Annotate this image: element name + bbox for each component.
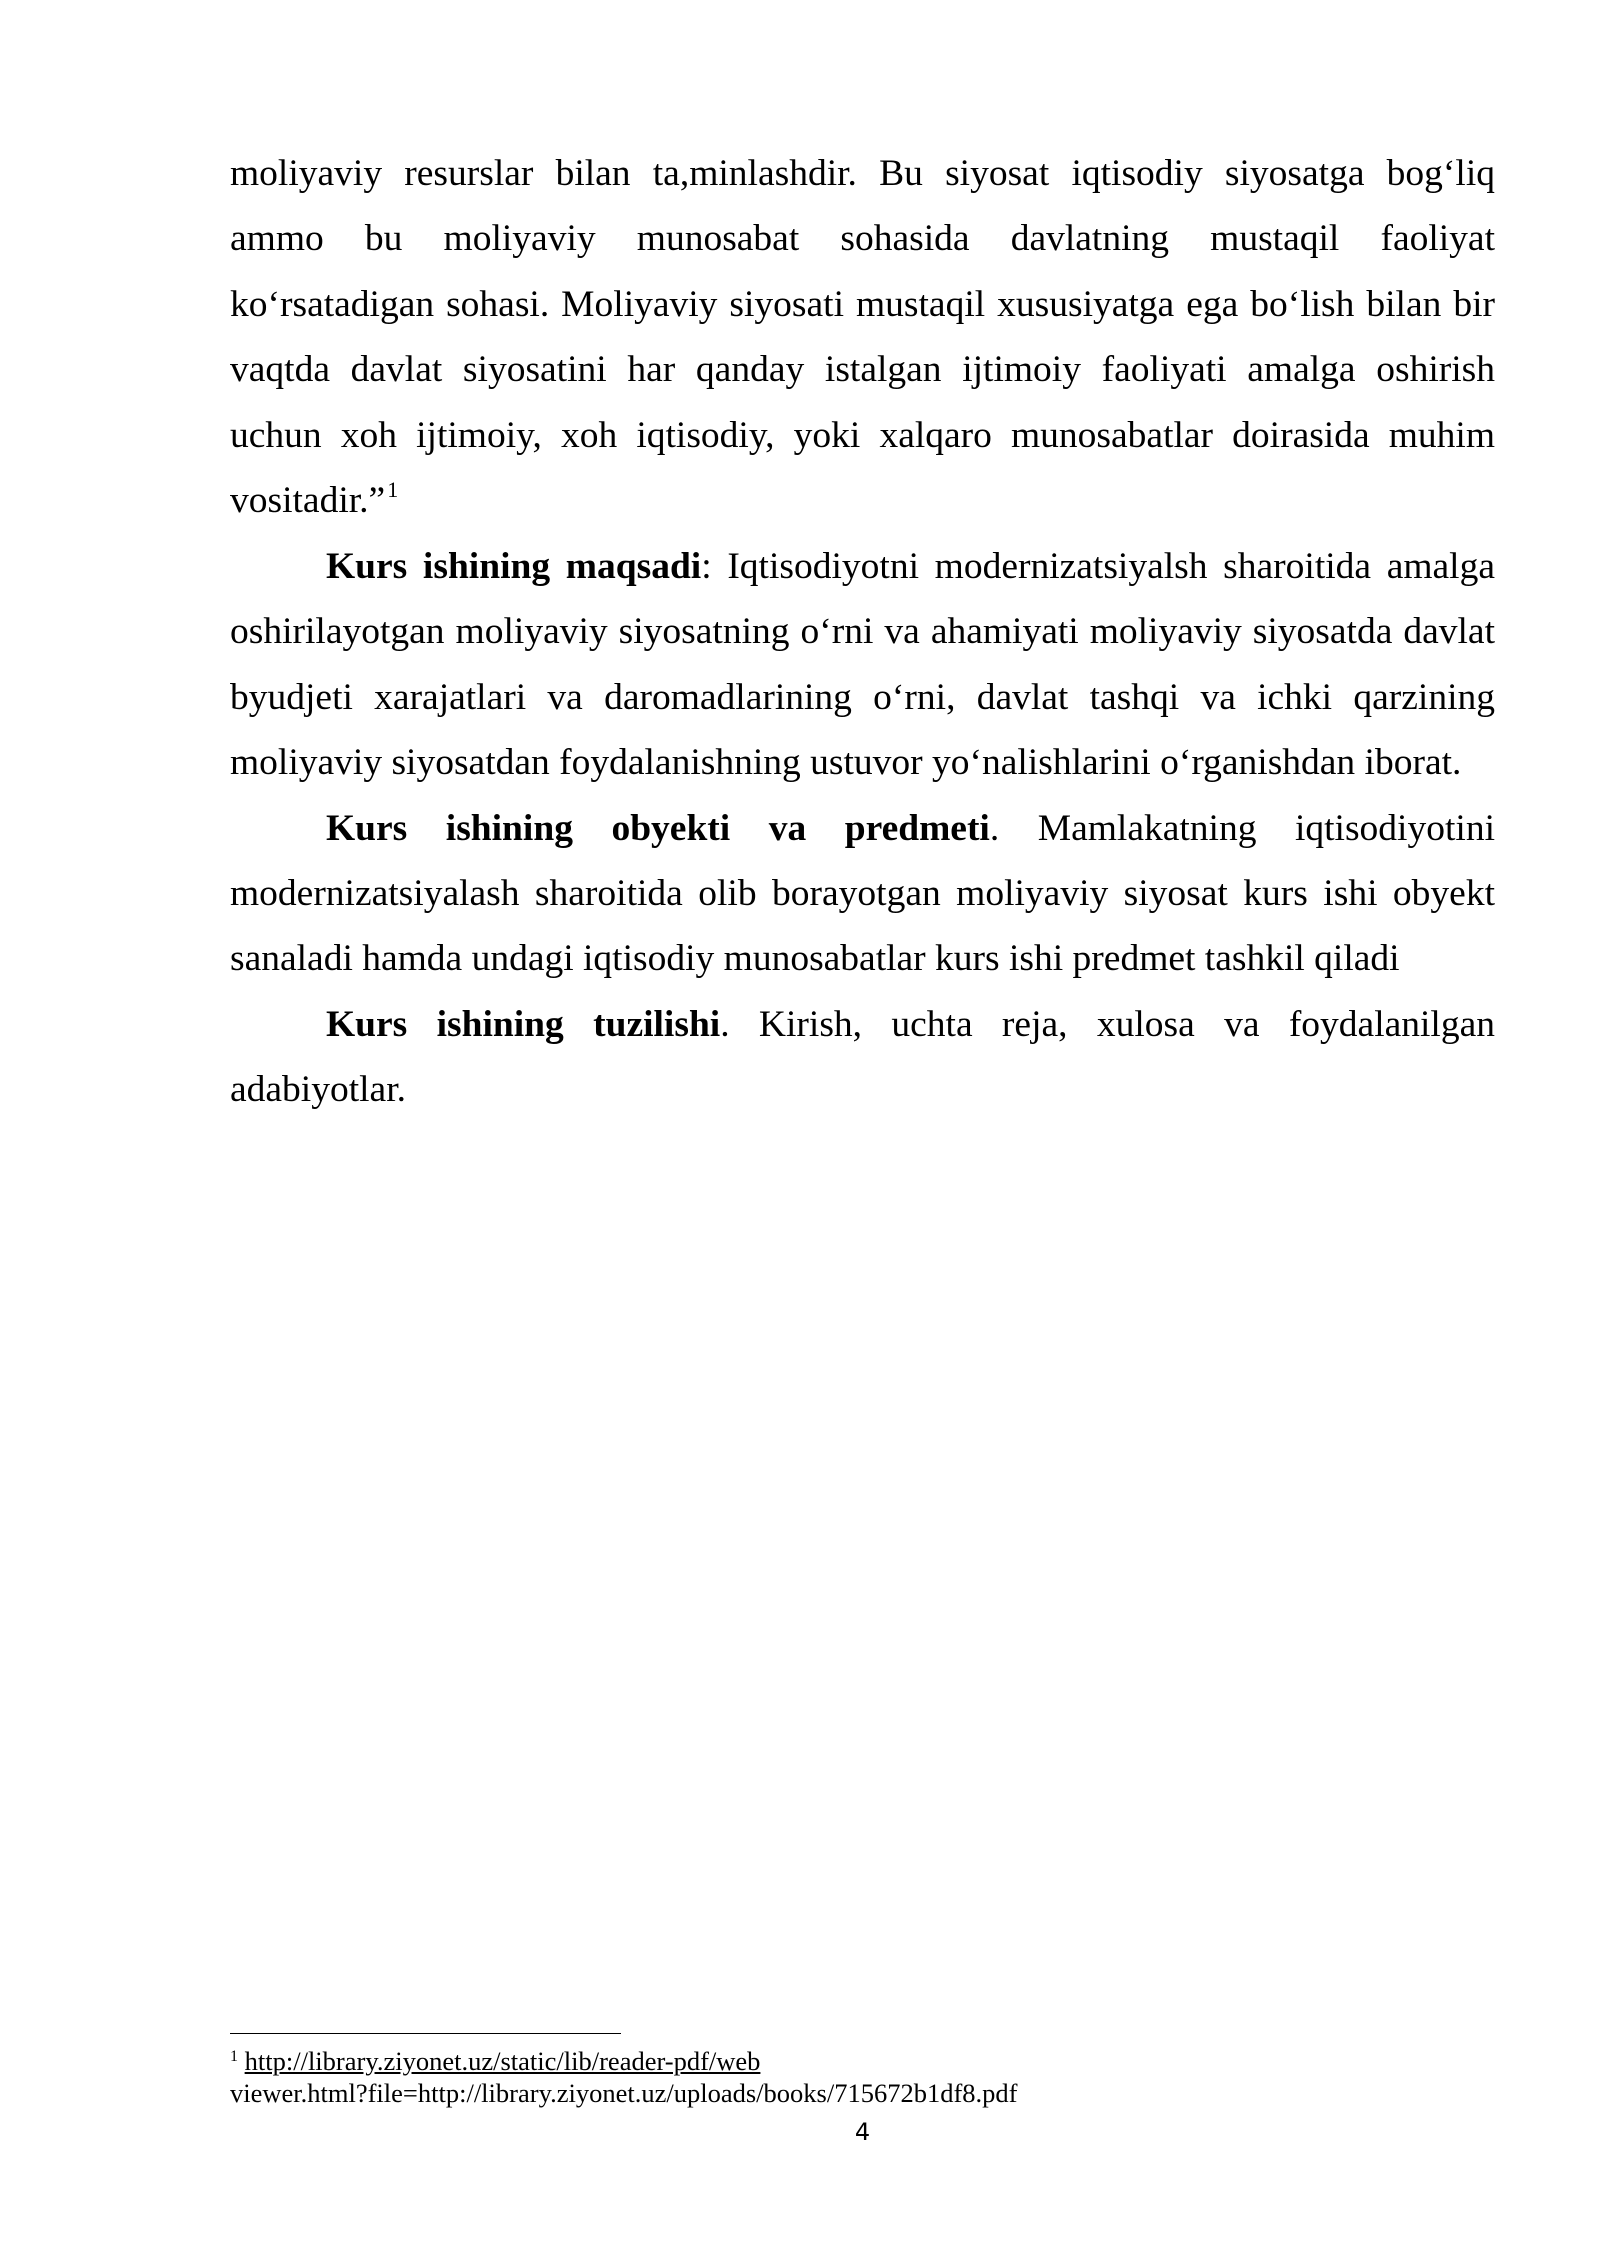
text-line: ammo bu moliyaviy munosabat sohasida davlatning mustaqil faoliyat [230, 218, 1495, 260]
text-line: adabiyotlar. [230, 1069, 406, 1111]
text-line-content: : Iqtisodiyotni modernizatsiyalsh sharoitida amalga [701, 545, 1495, 587]
text-line: vaqtda davlat siyosatini har qanday istalgan ijtimoiy faoliyati amalga oshirish [230, 349, 1495, 391]
footnote-link[interactable]: http://library.ziyonet.uz/static/lib/reader-pdf/web [244, 2046, 761, 2076]
footnote-line [230, 2045, 1495, 2077]
text-line-content: . Kirish, uchta reja, xulosa va foydalanilgan [720, 1003, 1495, 1045]
paragraph-structure [230, 992, 1495, 1123]
text-line [230, 534, 1495, 599]
footnote-separator [230, 2033, 621, 2034]
footnote-reference[interactable]: 1 [387, 477, 399, 503]
footnote-text: viewer.html?file=http://library.ziyonet.uz/uploads/books/715672b1df8.pdf [230, 2078, 1018, 2108]
paragraph-intro-quote [230, 141, 1495, 534]
paragraph-heading: Kurs ishining maqsadi [326, 545, 702, 587]
text-line: moliyaviy siyosatdan foydalanishning ustuvor yo‘nalishlarini o‘rganishdan iborat. [230, 742, 1462, 784]
text-line: ko‘rsatadigan sohasi. Moliyaviy siyosati mustaqil xususiyatga ega bo‘lish bilan bir [230, 283, 1495, 325]
footnote [230, 2045, 1495, 2109]
text-line-content: . Mamlakatning iqtisodiyotini [989, 807, 1495, 849]
text-line [230, 796, 1495, 861]
text-line: uchun xoh ijtimoiy, xoh iqtisodiy, yoki xalqaro munosabatlar doirasida muhim [230, 414, 1495, 456]
text-line [230, 992, 1495, 1057]
text-line: oshirilayotgan moliyaviy siyosatning o‘rni va ahamiyati moliyaviy siyosatda davlat [230, 611, 1495, 653]
text-line-content: vositadir.” [230, 480, 386, 522]
paragraph-object-subject [230, 796, 1495, 992]
text-line: moliyaviy resurslar bilan ta,minlashdir. Bu siyosat iqtisodiy siyosatga bog‘liq [230, 153, 1495, 194]
text-line: sanaladi hamda undagi iqtisodiy munosabatlar kurs ishi predmet tashkil qiladi [230, 938, 1400, 980]
page-number: 4 [854, 2118, 871, 2146]
text-line [230, 468, 1495, 533]
paragraph-purpose [230, 534, 1495, 796]
page-body [230, 141, 1495, 1123]
text-line: modernizatsiyalash sharoitida olib borayotgan moliyaviy siyosat kurs ishi obyekt [230, 872, 1495, 914]
paragraph-heading: Kurs ishining tuzilishi [326, 1003, 721, 1045]
text-line: byudjeti xarajatlari va daromadlarining o‘rni, davlat tashqi va ichki qarzining [230, 676, 1495, 718]
footnote-number: 1 [230, 2048, 238, 2065]
paragraph-heading: Kurs ishining obyekti va predmeti [326, 807, 990, 849]
